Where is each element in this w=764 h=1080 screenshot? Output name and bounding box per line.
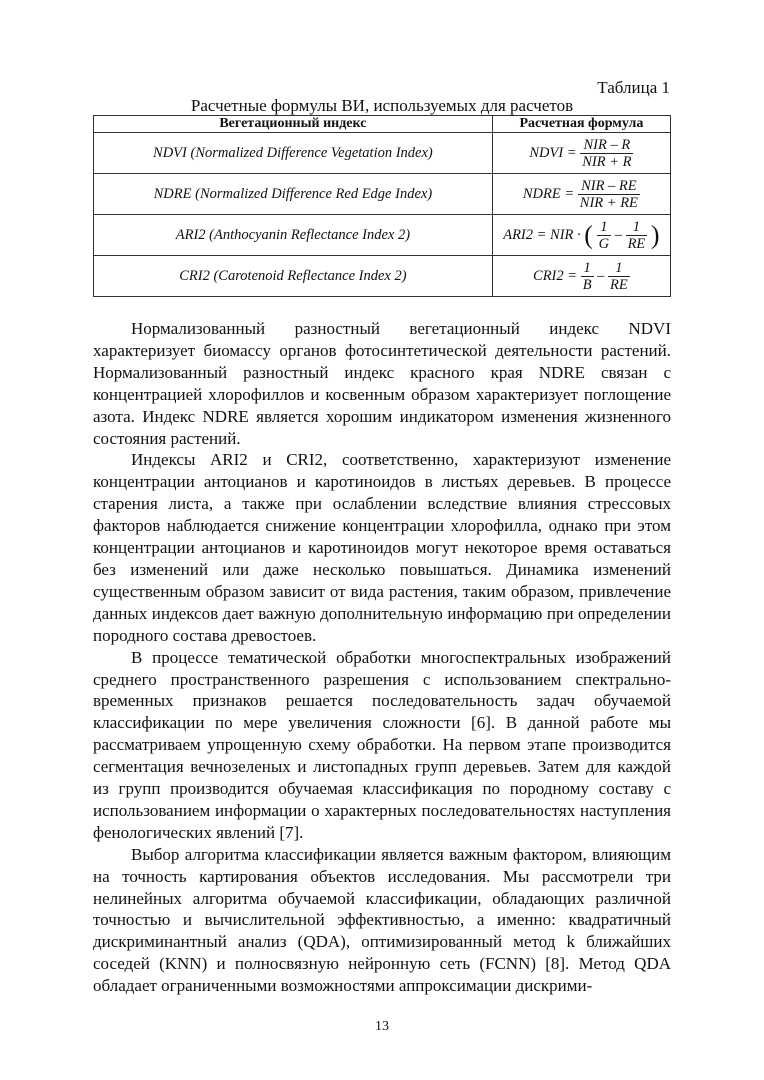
fraction bbox=[581, 260, 594, 293]
body-text bbox=[93, 318, 671, 997]
table-row bbox=[94, 256, 671, 297]
numerator: 1 bbox=[608, 260, 630, 277]
operator: – bbox=[597, 267, 605, 284]
numerator: 1 bbox=[581, 260, 594, 277]
denominator: NIR + RE bbox=[579, 194, 638, 211]
paragraph: Нормализованный разностный вегетационный индекс NDVI характеризует биомассу органов фотосинтетической деятельности растений. Нормализованный разностный индекс красного края NDRE связан с концентрацией хлорофиллов и косвенным образом характеризует поглощение азота. Индекс NDRE является хорошим индикатором изменения жизненного состояния растений. bbox=[93, 319, 671, 448]
fraction bbox=[597, 219, 611, 252]
fraction bbox=[626, 219, 648, 252]
formula-lhs: ARI2 = NIR · bbox=[503, 226, 581, 243]
denominator: RE bbox=[610, 276, 628, 293]
table-row bbox=[94, 215, 671, 256]
formula-lhs: CRI2 = bbox=[533, 267, 578, 284]
header-formula: Расчетная формула bbox=[492, 116, 670, 133]
denominator: NIR + R bbox=[582, 153, 632, 170]
index-name: CRI2 (Carotenoid Reflectance Index 2) bbox=[94, 256, 493, 297]
numerator: 1 bbox=[597, 219, 611, 236]
denominator: RE bbox=[627, 235, 646, 252]
formula bbox=[492, 133, 670, 174]
index-name: ARI2 (Anthocyanin Reflectance Index 2) bbox=[94, 215, 493, 256]
formula-lhs: NDVI = bbox=[529, 144, 577, 161]
operator: – bbox=[614, 226, 622, 243]
numerator: NIR – R bbox=[580, 137, 633, 154]
formula-lhs: NDRE = bbox=[522, 185, 575, 202]
page-number: 13 bbox=[375, 1019, 389, 1034]
formulas-table bbox=[93, 115, 671, 297]
table-label: Таблица 1 bbox=[597, 78, 670, 97]
left-paren-icon: ( bbox=[584, 220, 593, 249]
table-header-row bbox=[94, 116, 671, 133]
fraction bbox=[578, 178, 640, 211]
numerator: NIR – RE bbox=[578, 178, 640, 195]
table-title: Расчетные формулы ВИ, используемых для расчетов bbox=[190, 96, 574, 115]
denominator: B bbox=[582, 276, 592, 293]
denominator: G bbox=[598, 235, 610, 252]
table-row bbox=[94, 174, 671, 215]
formula bbox=[492, 256, 670, 297]
index-name: NDRE (Normalized Difference Red Edge Index) bbox=[94, 174, 493, 215]
fraction bbox=[608, 260, 630, 293]
formula bbox=[492, 174, 670, 215]
right-paren-icon: ) bbox=[650, 220, 660, 249]
index-name: NDVI (Normalized Difference Vegetation Index) bbox=[94, 133, 493, 174]
paragraph: В процессе тематической обработки многоспектральных изображений среднего пространственного разрешения с использованием спектрально-временных признаков решается последовательность задач обучаемой классификации по мере увеличения сложности [6]. В данной работе мы рассматриваем упрощенную схему обработки. На первом этапе производится сегментация вечнозеленых и листопадных групп деревьев. Затем для каждой из групп производится обучаемая классификация по породному составу с использованием информации о характерных последовательностях наступления фенологических явлений [7]. bbox=[93, 647, 671, 842]
table-row bbox=[94, 133, 671, 174]
paragraph: Индексы ARI2 и CRI2, соответственно, характеризуют изменение концентрации антоцианов и каротиноидов в листьях деревьев. В процессе старения листа, а также при ослаблении вследствие влияния стрессовых факторов наблюдается снижение концентрации хлорофилла, однако при этом концентрации антоцианов и каротиноидов могут некоторое время оставаться без изменений или даже несколько повышаться. Динамика изменений существенным образом зависит от вида растения, таким образом, привлечение данных индексов дает важную дополнительную информацию при определении породного состава древостоев. bbox=[93, 450, 671, 645]
numerator: 1 bbox=[626, 219, 648, 236]
paragraph: Выбор алгоритма классификации является важным фактором, влияющим на точность картирования объектов исследования. Мы рассмотрели три нелинейных алгоритма обучаемой классификации, обладающих различной точностью и вычислительной эффективностью, а именно: квадратичный дискриминантный анализ (QDA), оптимизированный метод k ближайших соседей (KNN) и полносвязную нейронную сеть (FCNN) [8]. Метод QDA обладает ограниченными возможностями аппроксимации дискрими- bbox=[93, 844, 671, 996]
formula bbox=[492, 215, 670, 256]
header-index: Вегетационный индекс bbox=[94, 116, 493, 133]
fraction bbox=[580, 137, 633, 170]
